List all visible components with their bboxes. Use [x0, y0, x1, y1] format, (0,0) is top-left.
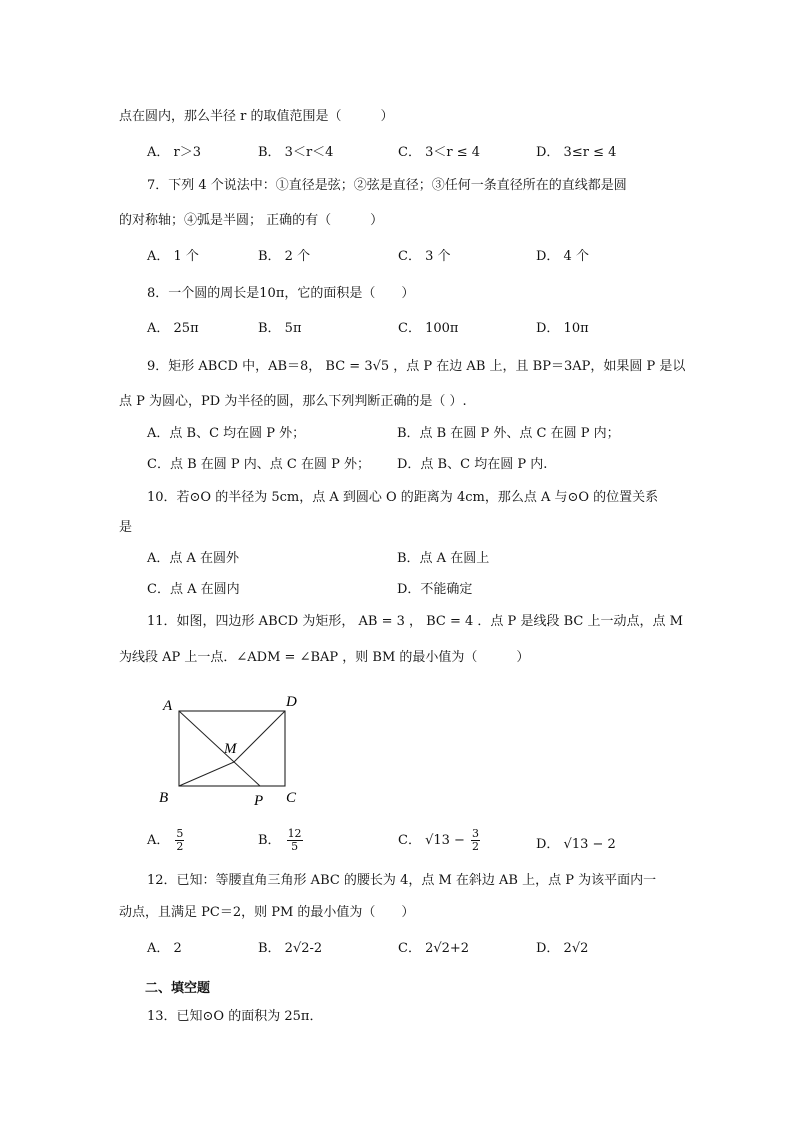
q8-option-a: A． 25π — [147, 321, 199, 336]
q10-stem-line1: 10．若⊙O 的半径为 5cm，点 A 到圆心 O 的距离为 4cm，那么点 A 与⊙O 的位置关系 — [147, 490, 659, 505]
q8-option-d: D． 10π — [536, 321, 589, 336]
fraction-numerator: 12 — [287, 827, 302, 840]
q12-stem-line1: 12．已知：等腰直角三角形 ABC 的腰长为 4，点 M 在斜边 AB 上，点 P 为该平面内一 — [147, 873, 657, 888]
q6-stem: 点在圆内，那么半径 r 的取值范围是（ ） — [119, 109, 394, 124]
q7-stem-line1: 7．下列 4 个说法中：①直径是弦；②弦是直径；③任何一条直径所在的直线都是圆 — [147, 178, 627, 193]
label-d: D — [286, 694, 297, 710]
q11-rectangle-figure — [150, 690, 320, 815]
q9-option-a: A．点 B、C 均在圆 P 外； — [147, 426, 306, 441]
q6-option-a: A． r＞3 — [147, 145, 202, 160]
label-a: A — [163, 698, 173, 714]
q10-option-b: B．点 A 在圆上 — [397, 551, 490, 566]
q9-option-b: B．点 B 在圆 P 外、点 C 在圆 P 内； — [397, 426, 620, 441]
q8-stem: 8．一个圆的周长是10π，它的面积是（ ） — [147, 286, 415, 301]
q11-option-c-fraction — [471, 828, 480, 853]
q11-option-b-prefix: B． — [258, 833, 281, 848]
q11-option-c — [398, 828, 480, 853]
section-heading-fill-in: 二、填空题 — [145, 981, 211, 996]
q11-option-c-expr: √13 − — [425, 833, 465, 848]
label-b: B — [159, 790, 169, 806]
q12-option-c: C． 2√2+2 — [398, 941, 470, 956]
fraction-denominator: 2 — [471, 840, 479, 853]
label-p: P — [254, 793, 264, 809]
q11-option-a-prefix: A． — [147, 833, 170, 848]
q11-option-c-prefix: C． — [398, 833, 421, 848]
q9-stem-line1: 9．矩形 ABCD 中，AB＝8， BC = 3√5 ，点 P 在边 AB 上，且 BP＝3AP，如果圆 P 是以 — [147, 359, 686, 374]
q7-stem-line2: 的对称轴；④弧是半圆； 正确的有（ ） — [119, 213, 384, 228]
q9-option-d: D．点 B、C 均在圆 P 内. — [397, 457, 548, 472]
q12-option-a: A． 2 — [147, 941, 182, 956]
q6-option-b: B． 3＜r＜4 — [258, 145, 334, 160]
q11-option-a — [147, 828, 184, 853]
q11-stem-line2: 为线段 AP 上一点．∠ADM = ∠BAP ，则 BM 的最小值为（ ） — [119, 650, 530, 665]
q11-option-d: D． √13 − 2 — [536, 837, 616, 852]
segment-dm — [234, 711, 285, 762]
q7-option-a: A． 1 个 — [147, 249, 199, 264]
fraction-numerator: 3 — [471, 827, 479, 840]
q9-option-c: C．点 B 在圆 P 内、点 C 在圆 P 外； — [147, 457, 370, 472]
q7-option-b: B． 2 个 — [258, 249, 311, 264]
q12-option-d: D． 2√2 — [536, 941, 589, 956]
q13-stem: 13．已知⊙O 的面积为 25π． — [147, 1009, 323, 1024]
q11-option-b-fraction — [287, 828, 303, 853]
q10-option-c: C．点 A 在圆内 — [147, 582, 240, 597]
q9-stem-line2: 点 P 为圆心，PD 为半径的圆，那么下列判断正确的是（ ）. — [119, 394, 467, 409]
q10-option-a: A．点 A 在圆外 — [147, 551, 240, 566]
q11-option-a-fraction — [175, 828, 184, 853]
q6-option-c: C． 3＜r ≤ 4 — [398, 145, 480, 160]
q10-option-d: D．不能确定 — [397, 582, 473, 597]
fraction-denominator: 2 — [176, 840, 184, 853]
q10-stem-line2: 是 — [119, 520, 133, 535]
fraction-numerator: 5 — [176, 827, 184, 840]
q7-option-d: D． 4 个 — [536, 249, 589, 264]
q8-option-c: C． 100π — [398, 321, 459, 336]
fraction-denominator: 5 — [291, 840, 299, 853]
q11-option-b — [258, 828, 303, 853]
label-m: M — [224, 741, 237, 757]
q7-option-c: C． 3 个 — [398, 249, 451, 264]
label-c: C — [286, 790, 297, 806]
q8-option-b: B． 5π — [258, 321, 302, 336]
segment-bm — [179, 762, 234, 786]
q12-stem-line2: 动点，且满足 PC＝2，则 PM 的最小值为（ ） — [119, 905, 415, 920]
q6-option-d: D． 3≤r ≤ 4 — [536, 145, 617, 160]
q12-option-b: B． 2√2-2 — [258, 941, 323, 956]
q11-stem-line1: 11．如图，四边形 ABCD 为矩形， AB = 3 ， BC = 4 ．点 P 是线段 BC 上一动点，点 M — [147, 614, 683, 629]
